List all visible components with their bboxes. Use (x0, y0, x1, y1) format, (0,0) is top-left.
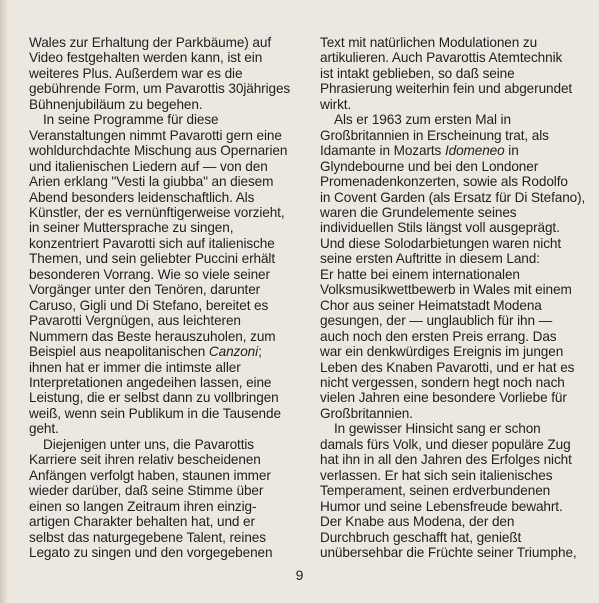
text-line: und italienischen Liedern auf — von den (29, 158, 268, 174)
text-line: Leben des Knaben Pavarotti, und er hat es (320, 359, 575, 375)
text-line: Glyndebourne und bei den Londoner (320, 158, 539, 174)
text-line: Nummern das Beste herauszuholen, zum (29, 328, 276, 344)
text-line: Wales zur Erhaltung der Parkbäume) auf (29, 35, 272, 50)
text-line: in Covent Garden (als Ersatz für Di Stefano), (320, 189, 586, 205)
text-line: Und diese Solodarbietungen waren nicht (320, 235, 562, 251)
text-line: Künstler, der es vernünftigerweise vorzieht, (29, 204, 285, 220)
text-line: artigen Charakter behalten hat, und er (29, 514, 255, 530)
text-line: Karriere seit ihren relativ bescheidenen (29, 452, 261, 468)
text-line: Leistung, die er selbst dann zu vollbringen (29, 390, 279, 406)
text-line: Anfängen verfolgt haben, staunen immer (29, 467, 271, 483)
text-line: Vorgänger unter den Tenören, darunter (29, 282, 261, 298)
text-line: ist intakt geblieben, so daß seine (320, 65, 515, 81)
text-line: Abend besonders leidenschaftlich. Als (29, 189, 255, 205)
text-line: Temperament, seinen erdverbundenen (320, 483, 551, 499)
text-line: Als er 1963 zum ersten Mal in (334, 112, 511, 128)
text-line: ihnen hat er immer die intimste aller (29, 359, 241, 375)
text-line: In gewisser Hinsicht sang er schon (334, 421, 541, 437)
text-line: Veranstaltungen nimmt Pavarotti gern eine (29, 127, 282, 143)
text-line: Pavarotti Vergnügen, aus leichteren (29, 313, 241, 329)
text-line: Promenadenkonzerten, sowie als Rodolfo (320, 174, 568, 190)
text-line: Er hatte bei einem internationalen (320, 266, 520, 282)
text-line: wirkt. (320, 96, 352, 112)
text-line: Chor aus seiner Heimatstadt Modena (320, 297, 542, 313)
page-edge-shadow (0, 0, 8, 603)
text-line: Volksmusikwettbewerb in Wales mit einem (320, 282, 572, 298)
text-line: Der Knabe aus Modena, der den (320, 514, 515, 530)
text-line: nicht vergessen, sondern hegt noch nach (320, 374, 565, 390)
text-line: geht. (29, 421, 59, 437)
text-line: unübersehbar die Früchte seiner Triumphe, (320, 544, 577, 560)
text-line: Themen, und sein geliebter Puccini erhält (29, 251, 276, 267)
text-line: In seine Programme für diese (43, 112, 219, 128)
text-line: vielen Jahren eine besondere Vorliebe für (320, 390, 567, 406)
text-line: konzentriert Pavarotti sich auf italienische (29, 235, 275, 251)
text-line: selbst das naturgegebene Talent, reines (29, 529, 266, 545)
text-line: Diejenigen unter uns, die Pavarottis (43, 436, 255, 452)
text-line: einen so langen Zeitraum ihren einzig- (29, 498, 257, 514)
text-line: Interpretationen angedeihen lassen, eine (29, 374, 272, 390)
text-line: Video festgehalten werden kann, ist ein (29, 50, 263, 66)
text-line: weiß, wenn sein Publikum in die Tausende (29, 405, 281, 421)
text-line: seine ersten Auftritte in diesem Land: (320, 251, 540, 267)
text-line: verlassen. Er hat sich sein italienisches (320, 467, 553, 483)
text-line: gesungen, der — unglaublich für ihn — (320, 313, 553, 329)
text-line: Bühnenjubiläum zu begehen. (29, 96, 203, 112)
text-line: besonderen Vorrang. Wie so viele seiner (29, 266, 270, 282)
text-line: weiteres Plus. Außerdem war es die (29, 65, 243, 81)
text-line: auch noch den ersten Preis errang. Das (320, 328, 557, 344)
page-number: 9 (295, 567, 304, 583)
right-text-column (320, 35, 588, 560)
text-line: gebührende Form, um Pavarottis 30jähriges (29, 81, 291, 97)
text-line: hat ihn in all den Jahren des Erfolges nicht (320, 452, 572, 468)
text-line: Idamante in Mozarts Idomeneo in (320, 143, 519, 159)
text-line: Großbritannien in Erscheinung trat, als (320, 127, 549, 143)
text-line: Text mit natürlichen Modulationen zu (320, 35, 538, 50)
left-text-column (29, 35, 307, 560)
text-line: Beispiel aus neapolitanischen Canzoni; (29, 344, 262, 360)
text-line: wieder darüber, daß seine Stimme über (29, 483, 264, 499)
text-line: war ein denkwürdiges Ereignis im jungen (320, 344, 564, 360)
text-line: Durchbruch geschafft hat, genießt (320, 529, 522, 545)
text-line: individuellen Stils längst voll ausgeprägt. (320, 220, 560, 236)
text-line: wohldurchdachte Mischung aus Opernarien (29, 143, 288, 159)
text-line: damals fürs Volk, und dieser populäre Zug (320, 436, 571, 452)
text-line: Phrasierung weiterhin fein und abgerundet (320, 81, 573, 97)
text-line: Humor und seine Lebensfreude bewahrt. (320, 498, 563, 514)
text-line: Großbritannien. (320, 405, 413, 421)
text-line: waren die Grundelemente seines (320, 204, 517, 220)
text-line: in seiner Muttersprache zu singen, (29, 220, 234, 236)
text-line: Arien erklang "Vesti la giubba" an diesem (29, 174, 274, 190)
text-line: Caruso, Gigli und Di Stefano, bereitet es (29, 297, 269, 313)
text-line: Legato zu singen und den vorgegebenen (29, 544, 273, 560)
text-line: artikulieren. Auch Pavarottis Atemtechnik (320, 50, 563, 66)
